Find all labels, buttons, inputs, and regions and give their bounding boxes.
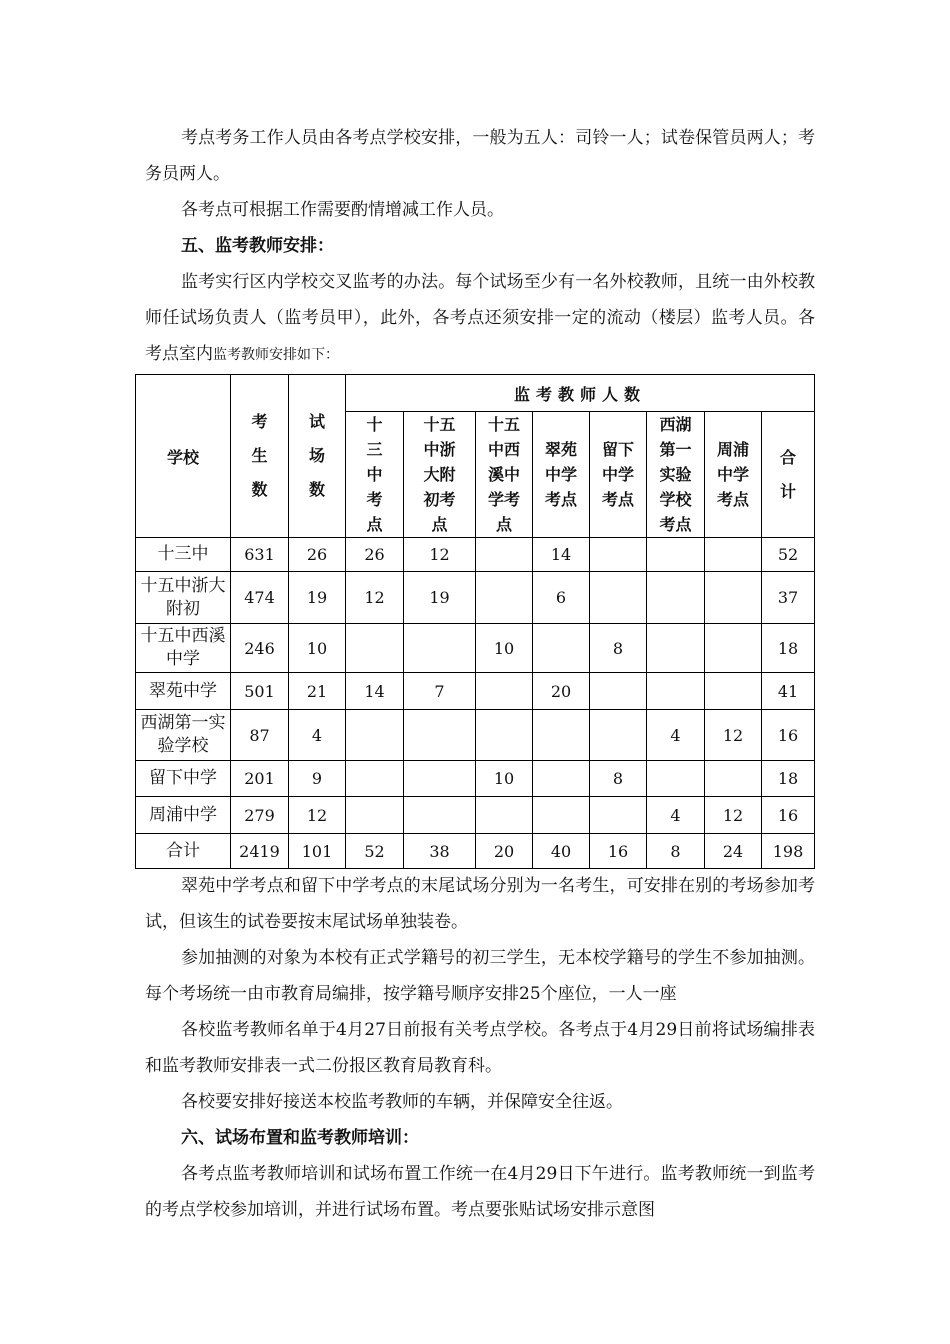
cell-site-7 bbox=[705, 572, 762, 624]
cell-site-3 bbox=[476, 538, 533, 572]
cell-site-4: 20 bbox=[533, 673, 590, 710]
header-site-1 bbox=[346, 412, 404, 538]
header-site-6-text: 西湖第一实验学校考点 bbox=[659, 415, 692, 534]
cell-site-3: 10 bbox=[476, 624, 533, 673]
intro-text-small: 监考教师安排如下： bbox=[213, 347, 339, 363]
cell-site-2 bbox=[404, 761, 476, 797]
paragraph-last-room: 翠苑中学考点和留下中学考点的末尾试场分别为一名考生，可安排在别的考场参加考试，但该生的试卷要按末尾试场单独装卷。 bbox=[145, 876, 815, 932]
cell-site-6 bbox=[647, 572, 705, 624]
cell-site-5: 8 bbox=[590, 761, 647, 797]
cell-site-1 bbox=[346, 761, 404, 797]
header-rooms-text: 试场数 bbox=[308, 412, 325, 499]
cell-rooms: 19 bbox=[289, 572, 346, 624]
cell-students: 631 bbox=[231, 538, 289, 572]
cell-site-6 bbox=[647, 538, 705, 572]
cell-school: 西湖第一实验学校 bbox=[136, 710, 231, 761]
cell-site-7 bbox=[705, 673, 762, 710]
cell-site-2: 7 bbox=[404, 673, 476, 710]
section-heading-6: 六、试场布置和监考教师培训： bbox=[181, 1128, 419, 1148]
cell-site-7 bbox=[705, 538, 762, 572]
cell-school: 翠苑中学 bbox=[136, 673, 231, 710]
table-row-total bbox=[136, 834, 815, 869]
paragraph-adjust: 各考点可根据工作需要酌情增减工作人员。 bbox=[181, 200, 504, 220]
header-site-5-text: 留下中学考点 bbox=[601, 440, 634, 509]
header-site-6 bbox=[647, 412, 705, 538]
cell-students: 87 bbox=[231, 710, 289, 761]
cell-site-5 bbox=[590, 538, 647, 572]
cell-site-5 bbox=[590, 797, 647, 834]
cell-site-5 bbox=[590, 572, 647, 624]
cell-site-3: 10 bbox=[476, 761, 533, 797]
cell-site-6 bbox=[647, 624, 705, 673]
cell-site-1 bbox=[346, 710, 404, 761]
cell-rooms: 9 bbox=[289, 761, 346, 797]
cell-site-4: 6 bbox=[533, 572, 590, 624]
header-rooms bbox=[289, 375, 346, 538]
paragraph-roster: 各校监考教师名单于4月27日前报有关考点学校。各考点于4月29日前将试场编排表和监考教师安排表一式二份报区教育局教育科。 bbox=[145, 1020, 815, 1076]
table-row bbox=[136, 624, 815, 673]
cell-school: 留下中学 bbox=[136, 761, 231, 797]
table-row bbox=[136, 538, 815, 572]
cell-site-2: 38 bbox=[404, 834, 476, 869]
table-row bbox=[136, 572, 815, 624]
cell-students: 501 bbox=[231, 673, 289, 710]
cell-site-5: 8 bbox=[590, 624, 647, 673]
cell-site-4 bbox=[533, 624, 590, 673]
header-site-7-text: 周浦中学考点 bbox=[716, 440, 749, 509]
cell-students: 474 bbox=[231, 572, 289, 624]
cell-site-7: 12 bbox=[705, 710, 762, 761]
cell-site-1: 12 bbox=[346, 572, 404, 624]
header-site-1-text: 十三中考点 bbox=[366, 415, 383, 534]
table-row bbox=[136, 761, 815, 797]
intro-text: 监考实行区内学校交叉监考的办法。每个试场至少有一名外校教师，且统一由外校教师任试场负责人（监考员甲），此外，各考点还须安排一定的流动（楼层）监考人员。各考点室内 bbox=[145, 272, 815, 364]
header-students bbox=[231, 375, 289, 538]
paragraph-transport: 各校要安排好接送本校监考教师的车辆，并保障安全往返。 bbox=[181, 1092, 623, 1112]
header-site-3-text: 十五中西溪中学考点 bbox=[487, 415, 520, 534]
cell-site-3 bbox=[476, 710, 533, 761]
cell-site-1 bbox=[346, 797, 404, 834]
cell-site-4 bbox=[533, 761, 590, 797]
cell-students: 246 bbox=[231, 624, 289, 673]
header-site-3 bbox=[476, 412, 533, 538]
cell-total: 52 bbox=[762, 538, 815, 572]
header-site-4-text: 翠苑中学考点 bbox=[544, 440, 577, 509]
cell-site-1: 52 bbox=[346, 834, 404, 869]
cell-site-6 bbox=[647, 761, 705, 797]
cell-site-2: 12 bbox=[404, 538, 476, 572]
cell-rooms: 26 bbox=[289, 538, 346, 572]
cell-site-4: 14 bbox=[533, 538, 590, 572]
cell-site-6: 4 bbox=[647, 710, 705, 761]
cell-site-4: 40 bbox=[533, 834, 590, 869]
cell-total: 18 bbox=[762, 624, 815, 673]
cell-site-5 bbox=[590, 710, 647, 761]
cell-site-4 bbox=[533, 710, 590, 761]
cell-site-2 bbox=[404, 624, 476, 673]
cell-school: 十五中西溪中学 bbox=[136, 624, 231, 673]
cell-site-5: 16 bbox=[590, 834, 647, 869]
cell-site-2 bbox=[404, 710, 476, 761]
cell-site-1 bbox=[346, 624, 404, 673]
cell-site-4 bbox=[533, 797, 590, 834]
cell-site-3 bbox=[476, 797, 533, 834]
header-total bbox=[762, 412, 815, 538]
cell-site-7 bbox=[705, 761, 762, 797]
paragraph-training: 各考点监考教师培训和试场布置工作统一在4月29日下午进行。监考教师统一到监考的考点学校参加培训，并进行试场布置。考点要张贴试场安排示意图 bbox=[145, 1164, 815, 1220]
header-students-text: 考生数 bbox=[251, 412, 268, 499]
cell-site-7: 24 bbox=[705, 834, 762, 869]
cell-school: 十三中 bbox=[136, 538, 231, 572]
cell-rooms: 12 bbox=[289, 797, 346, 834]
cell-site-1: 14 bbox=[346, 673, 404, 710]
header-site-4 bbox=[533, 412, 590, 538]
header-site-2-text: 十五中浙大附初考点 bbox=[423, 415, 456, 534]
header-site-7 bbox=[705, 412, 762, 538]
cell-rooms: 4 bbox=[289, 710, 346, 761]
paragraph-staff: 考点考务工作人员由各考点学校安排，一般为五人：司铃一人；试卷保管员两人；考务员两人。 bbox=[145, 128, 815, 184]
cell-rooms: 21 bbox=[289, 673, 346, 710]
cell-site-5 bbox=[590, 673, 647, 710]
cell-site-6: 8 bbox=[647, 834, 705, 869]
cell-site-7: 12 bbox=[705, 797, 762, 834]
paragraph-invigilation-intro bbox=[145, 264, 815, 373]
cell-school: 周浦中学 bbox=[136, 797, 231, 834]
cell-students: 2419 bbox=[231, 834, 289, 869]
paragraph-eligibility: 参加抽测的对象为本校有正式学籍号的初三学生，无本校学籍号的学生不参加抽测。每个考场统一由市教育局编排，按学籍号顺序安排25个座位，一人一座 bbox=[145, 948, 815, 1004]
header-school: 学校 bbox=[136, 375, 231, 538]
header-site-5 bbox=[590, 412, 647, 538]
cell-site-2 bbox=[404, 797, 476, 834]
table-row bbox=[136, 710, 815, 761]
cell-total: 16 bbox=[762, 710, 815, 761]
table-row bbox=[136, 797, 815, 834]
cell-site-3: 20 bbox=[476, 834, 533, 869]
cell-school: 十五中浙大附初 bbox=[136, 572, 231, 624]
header-site-2 bbox=[404, 412, 476, 538]
cell-site-3 bbox=[476, 572, 533, 624]
cell-site-3 bbox=[476, 673, 533, 710]
cell-site-1: 26 bbox=[346, 538, 404, 572]
cell-school: 合计 bbox=[136, 834, 231, 869]
cell-students: 279 bbox=[231, 797, 289, 834]
cell-rooms: 101 bbox=[289, 834, 346, 869]
invigilator-table bbox=[135, 374, 815, 869]
table-row bbox=[136, 673, 815, 710]
cell-total: 16 bbox=[762, 797, 815, 834]
cell-total: 198 bbox=[762, 834, 815, 869]
cell-site-6 bbox=[647, 673, 705, 710]
cell-rooms: 10 bbox=[289, 624, 346, 673]
cell-students: 201 bbox=[231, 761, 289, 797]
cell-total: 41 bbox=[762, 673, 815, 710]
header-group-invigilators: 监考教师人数 bbox=[346, 375, 815, 412]
cell-total: 18 bbox=[762, 761, 815, 797]
section-heading-5: 五、监考教师安排： bbox=[181, 236, 334, 256]
cell-total: 37 bbox=[762, 572, 815, 624]
cell-site-6: 4 bbox=[647, 797, 705, 834]
cell-site-2: 19 bbox=[404, 572, 476, 624]
header-total-text: 合计 bbox=[779, 447, 796, 501]
cell-site-7 bbox=[705, 624, 762, 673]
